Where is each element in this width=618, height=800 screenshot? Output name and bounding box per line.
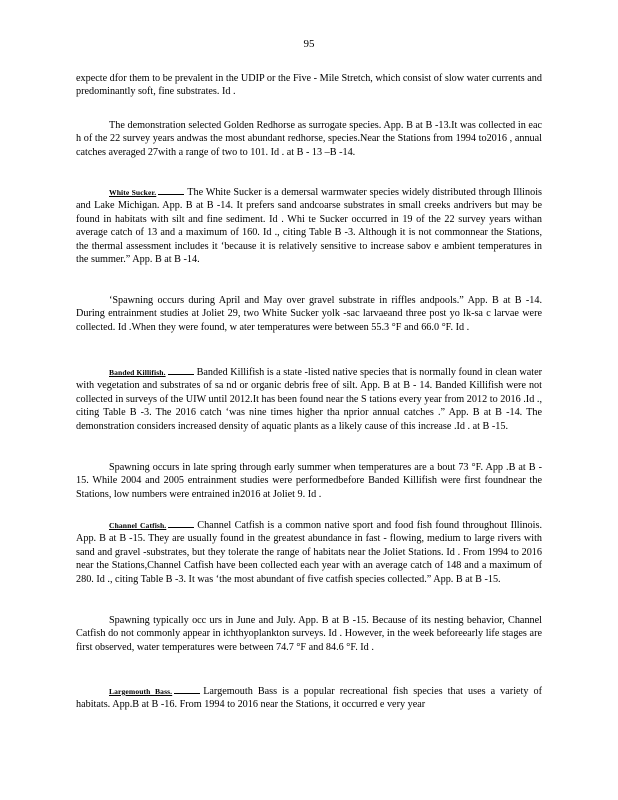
paragraph-largemouth-bass-text: Largemouth Bass is a popular recreational fish species that uses a variety of habitats. App.B at B -16. From 1994 to 2016 near the Stations, it occurred e very year: [76, 686, 543, 711]
paragraph-catfish-spawning: Spawning typically occ urs in June and July. App. B at B -15. Because of its nesting behavior, Channel Catfish do not commonly appear in ichthyoplankton surveys. Id . However, in the week beforeearly life stages are first observed, water temperatures were between 74.7 °F and 84.6 °F. Id .: [76, 615, 542, 653]
paragraph-banded-killifish: [76, 366, 542, 433]
section-heading-largemouth-bass: Largemouth Bass.: [109, 687, 173, 696]
section-heading-white-sucker: White Sucker.: [109, 188, 157, 197]
paragraph-white-sucker-text: The White Sucker is a demersal warmwater species widely distributed through Illinois and Lake Michigan. App. B at B -14. It prefers sand andcoarse substrates in small creeks andrivers but may be found in habitats with silt and fine sediment. Id . Whi te Sucker occurred in 19 of the 22 survey years withan average catch of 13 and a maximum of 160. Id ., citing Table B -3. Although it is not commonnear the Stations, the thermal assessment includes it ‘because it is relatively sensitive to increase sabov e ambient temperatures in the summer.” App. B at B -14.: [76, 187, 542, 266]
paragraph-channel-catfish: [76, 519, 542, 586]
paragraph-channel-catfish-text: Channel Catfish is a common native sport and food fish found throughout Illinois. App. B at B -15. They are usually found in the greatest abundance in fast - flowing, medium to large rivers with sand and gravel -substrates, but they tolerate the range of habitats near the Joliet Stations. Id . From 1994 to 2016 near the Stations,Channel Catfish have been collected each year with an average catch of 148 and a maximum of 280. Id ., citing Table B -3. It was ‘the most abundant of five catfish species collected.” App. B at B -15.: [76, 520, 542, 585]
paragraph-golden-redhorse: The demonstration selected Golden Redhorse as surrogate species. App. B at B -13.It was collected in eac h of the 22 survey years andwas the most abundant redhorse, species.Near the Stations from 1994 to2016 , annual catches averaged 27with a range of two to 101. Id . at B - 13 –B -14.: [76, 120, 542, 158]
paragraph-killifish-spawning: Spawning occurs in late spring through early summer when temperatures are a bout 73 °F. App .B at B - 15. While 2004 and 2005 entrainment studies were performedbefore Banded Killifish were first foundnear the Stations, low numbers were entrained in2016 at Joliet 9. Id .: [76, 462, 542, 500]
page-number: 95: [303, 38, 315, 50]
paragraph-banded-killifish-text: Banded Killifish is a state -listed native species that is normally found in clean water with vegetation and substrates of sa nd or organic debris free of silt. App. B at B - 14. Banded Killifish were not collected in surveys of the UIW until 2012.It has been found near the S tations every year from 2012 to 2016 .Id ., citing Table B -3. The 2016 catch ‘was nine times higher tha nprior annual catches .” App. B at B -14. The demonstration considers increased density of aquatic plants as a likely cause of this increase .Id . at B -15.: [76, 367, 543, 432]
heading-underline: [174, 692, 200, 694]
paragraph-slow-water: expecte dfor them to be prevalent in the UDIP or the Five - Mile Stretch, which consist of slow water currents and predominantly soft, fine substrates. Id .: [76, 73, 542, 98]
section-heading-banded-killifish: Banded Killifish.: [109, 368, 166, 377]
section-heading-channel-catfish: Channel Catfish.: [109, 521, 167, 530]
paragraph-white-sucker-spawning: ‘Spawning occurs during April and May over gravel substrate in riffles andpools.” App. B at B -14. During entrainment studies at Joliet 29, two White Sucker yolk -sac larvaeand three post yo lk-sa c larvae were collected. Id .When they were found, w ater temperatures were between 55.3 °F and 66.0 °F. Id .: [76, 295, 542, 333]
heading-underline: [168, 526, 194, 528]
paragraph-white-sucker: [76, 186, 542, 266]
paragraph-largemouth-bass: [76, 685, 542, 712]
heading-underline: [168, 373, 194, 375]
heading-underline: [158, 193, 184, 195]
